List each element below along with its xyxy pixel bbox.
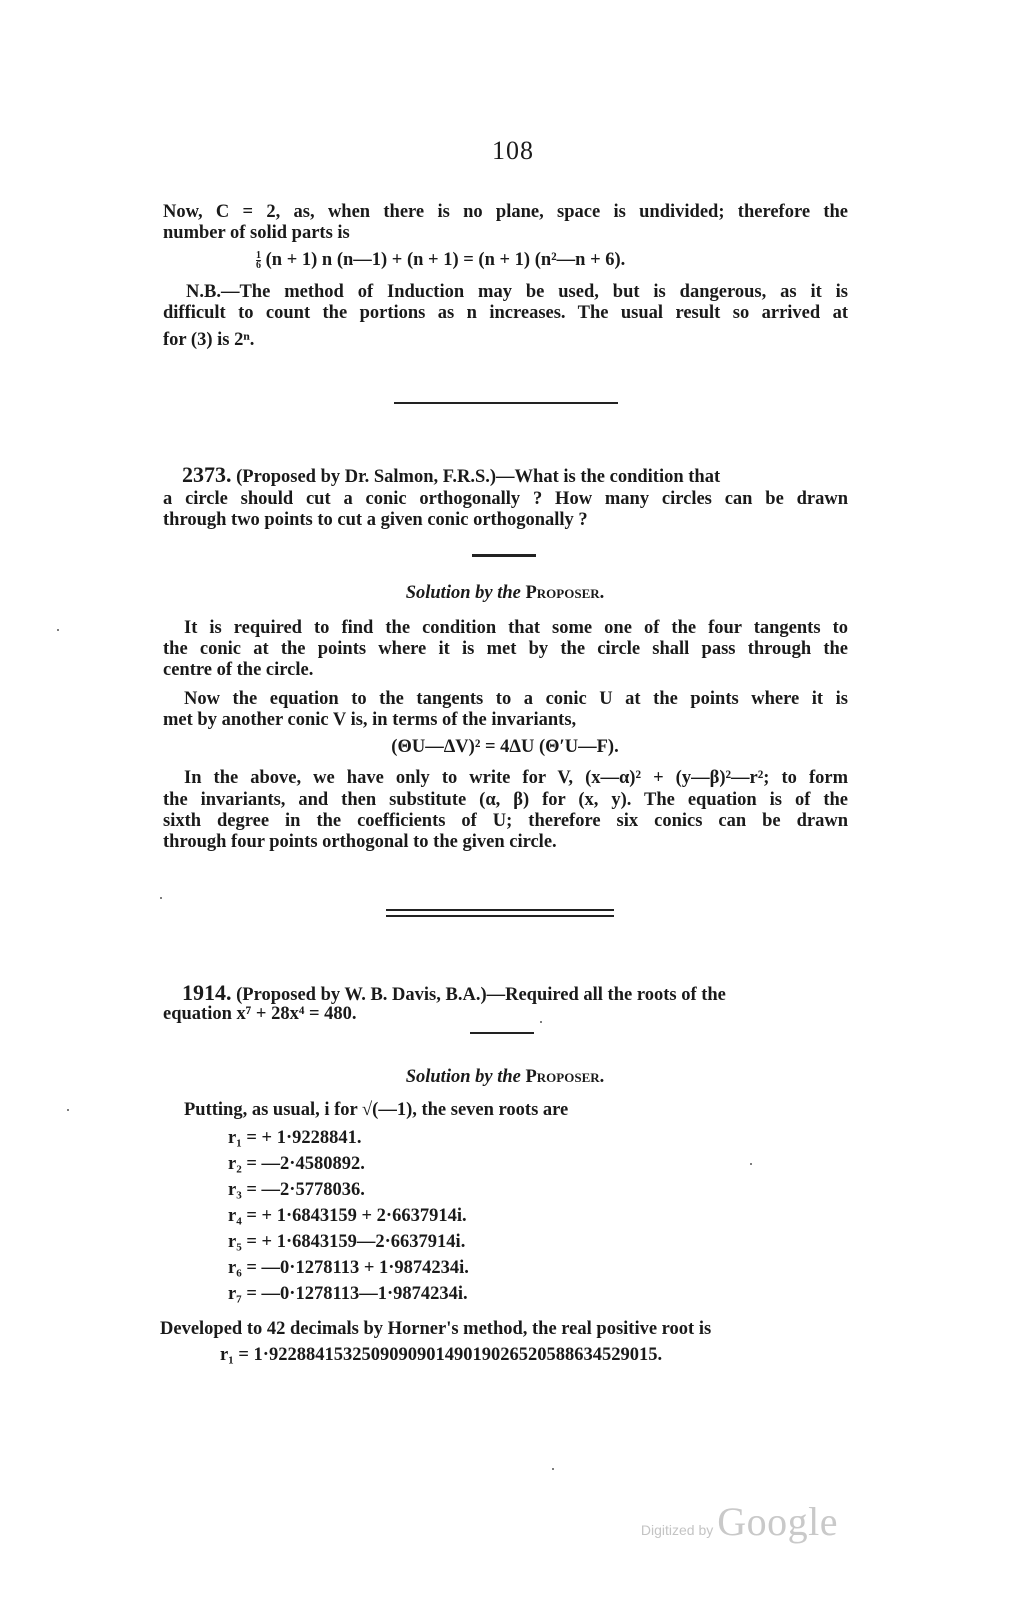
question-text: (Proposed by W. B. Davis, B.A.)—Required all the roots of the <box>236 985 726 1005</box>
watermark-small: Digitized by <box>640 1522 714 1538</box>
question-2373-line1 <box>182 464 848 488</box>
solution-heading-italic: Solution by the <box>405 583 521 603</box>
page-speck <box>750 1163 752 1165</box>
horner-root: r₁ = 1·922884153250909090149019026520588634529015. <box>220 1345 663 1365</box>
text-line: It is required to find the condition that some one of the four tangents to <box>184 618 848 638</box>
root-line: r₁ = + 1·9228841. <box>228 1128 362 1148</box>
solution-heading-caps: Proposer. <box>525 583 605 603</box>
roots-intro: Putting, as usual, i for √(—1), the seven roots are <box>184 1100 569 1120</box>
page-speck <box>552 1468 554 1470</box>
root-line: r₆ = —0·1278113 + 1·9874234i. <box>228 1258 469 1278</box>
text-line: for (3) is 2ⁿ. <box>163 330 255 350</box>
page-speck <box>67 1109 69 1111</box>
text-line: difficult to count the portions as n increases. The usual result so arrived at <box>163 303 848 323</box>
solution-heading <box>0 582 1010 604</box>
fraction-denominator: 6 <box>256 260 261 272</box>
page-number: 108 <box>492 136 534 165</box>
section-divider <box>394 402 618 404</box>
text-line: Now the equation to the tangents to a conic U at the points where it is <box>184 689 848 709</box>
page-speck <box>160 897 162 899</box>
text-line: Now, C = 2, as, when there is no plane, space is undivided; therefore the <box>163 202 848 222</box>
fraction <box>256 251 261 270</box>
root-line: r₄ = + 1·6843159 + 2·6637914i. <box>228 1206 467 1226</box>
double-rule-top <box>386 909 614 911</box>
question-text: (Proposed by Dr. Salmon, F.R.S.)—What is the condition that <box>236 467 721 487</box>
text-line: equation x⁷ + 28x⁴ = 480. <box>163 1004 357 1024</box>
formula-text: (n + 1) n (n—1) + (n + 1) = (n + 1) (n²—n + 6). <box>265 250 626 270</box>
solution-heading-italic: Solution by the <box>405 1067 521 1087</box>
root-line: r₅ = + 1·6843159—2·6637914i. <box>228 1232 466 1252</box>
root-line: r₂ = —2·4580892. <box>228 1154 365 1174</box>
text-line: In the above, we have only to write for V, (x—α)² + (y—β)²—r²; to form <box>184 768 848 788</box>
text-line: through two points to cut a given conic orthogonally ? <box>163 510 588 530</box>
page-speck <box>57 629 59 631</box>
text-line: through four points orthogonal to the given circle. <box>163 832 557 852</box>
text-line: the invariants, and then substitute (α, β) for (x, y). The equation is of the <box>163 790 848 810</box>
solution-heading-caps: Proposer. <box>525 1067 605 1087</box>
text-line: sixth degree in the coefficients of U; therefore six conics can be drawn <box>163 811 848 831</box>
horner-text: Developed to 42 decimals by Horner's method, the real positive root is <box>160 1319 712 1339</box>
text-line: the conic at the points where it is met by the circle shall pass through the <box>163 639 848 659</box>
digitized-watermark <box>641 1498 838 1545</box>
root-line: r₃ = —2·5778036. <box>228 1180 365 1200</box>
short-rule <box>472 554 536 557</box>
root-line: r₇ = —0·1278113—1·9874234i. <box>228 1284 468 1304</box>
short-rule <box>470 1032 534 1034</box>
question-number: 1914. <box>182 980 232 1005</box>
double-rule-bottom <box>386 915 614 917</box>
google-logo: Google <box>717 1499 838 1544</box>
question-number: 2373. <box>182 462 232 487</box>
text-line: met by another conic V is, in terms of the invariants, <box>163 710 577 730</box>
invariant-equation: (ΘU—ΔV)² = 4ΔU (Θ′U—F). <box>391 737 619 757</box>
page-speck <box>540 1021 542 1023</box>
text-line: N.B.—The method of Induction may be used, but is dangerous, as it is <box>186 282 848 302</box>
text-line: number of solid parts is <box>163 223 350 243</box>
text-line: a circle should cut a conic orthogonally ? How many circles can be drawn <box>163 489 848 509</box>
solution-heading <box>0 1066 1010 1088</box>
text-line: centre of the circle. <box>163 660 314 680</box>
fraction-numerator: 1 <box>256 250 261 262</box>
formula-solid-parts <box>256 249 625 271</box>
